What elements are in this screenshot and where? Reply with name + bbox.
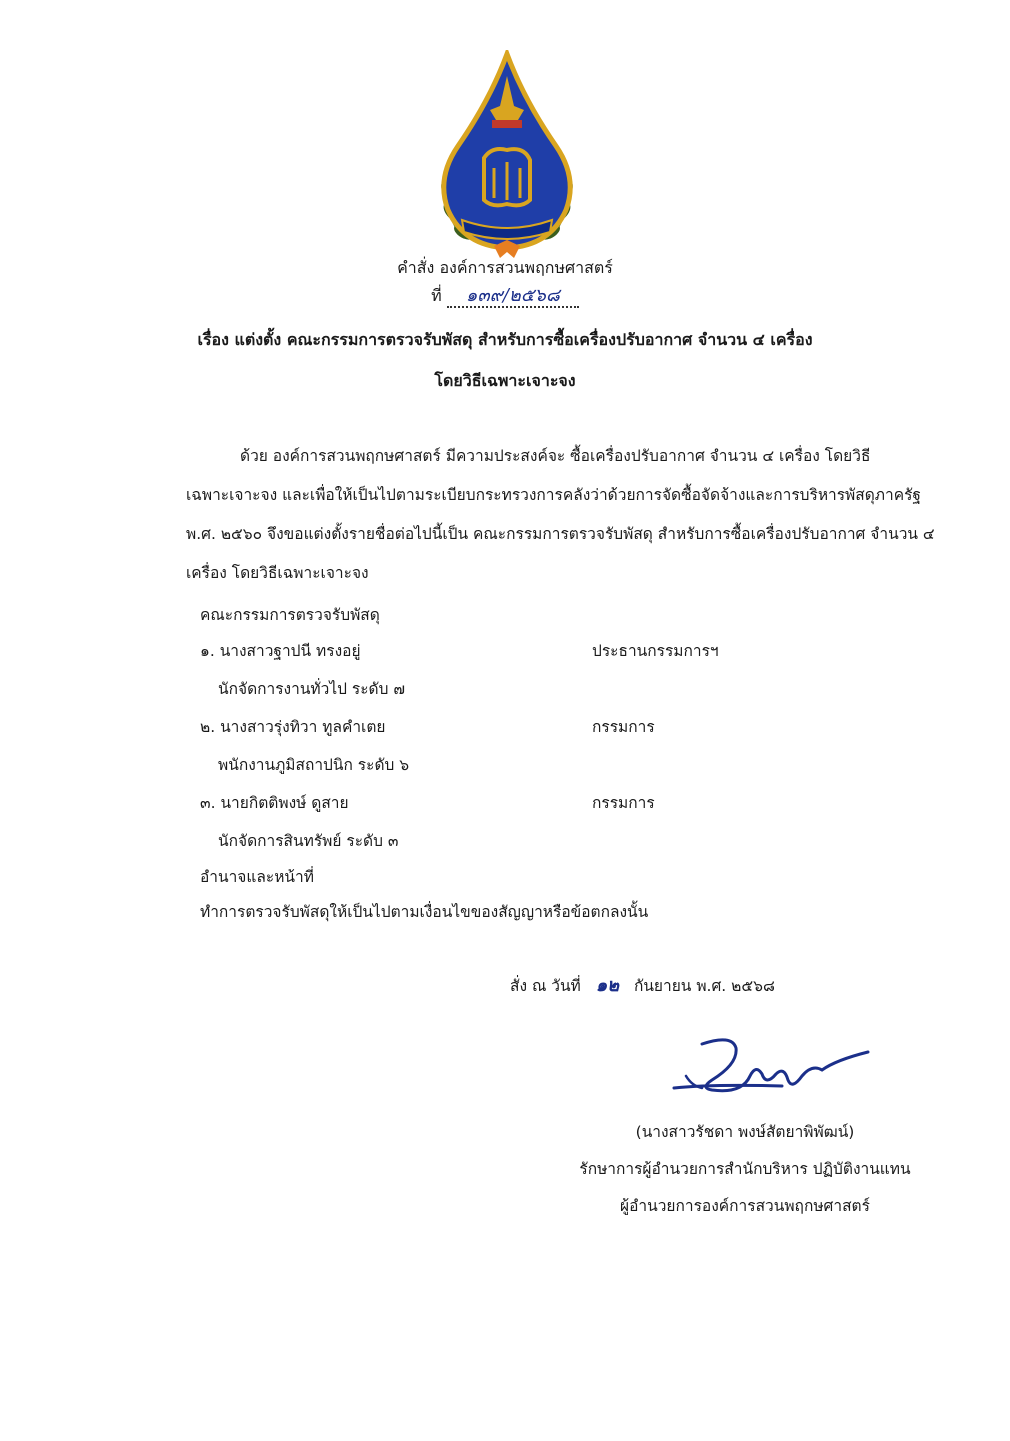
authority-heading: อำนาจและหน้าที่ [200,868,314,886]
body-line-4: เครื่อง โดยวิธีเฉพาะเจาะจง [186,564,369,582]
body-line-2: เฉพาะเจาะจง และเพื่อให้เป็นไปตามระเบียบกระทรวงการคลังว่าด้วยการจัดซื้อจัดจ้างและการบริหารพัสดุภาครัฐ [186,486,921,504]
order-number-label: ที่ [431,286,442,305]
order-number-line [0,286,1010,308]
order-number: ๑๓๙/๒๕๖๘ [447,286,579,308]
member-name: ๓. นายกิตติพงษ์ ดูสาย [200,794,349,812]
signatory-title-line-2: ผู้อำนวยการองค์การสวนพฤกษศาสตร์ [620,1197,870,1215]
body-line-3: พ.ศ. ๒๕๖๐ จึงขอแต่งตั้งรายชื่อต่อไปนี้เป็น คณะกรรมการตรวจรับพัสดุ สำหรับการซื้อเครื่องปรับอากาศ จำนวน ๔ [186,525,935,543]
member-role: กรรมการ [592,718,655,736]
member-name: ๑. นางสาวฐาปนี ทรงอยู่ [200,642,361,660]
order-title: คำสั่ง องค์การสวนพฤกษศาสตร์ [397,258,613,277]
signed-date-month-year: กันยายน พ.ศ. ๒๕๖๘ [633,977,775,995]
authority-text: ทำการตรวจรับพัสดุให้เป็นไปตามเงื่อนไขของสัญญาหรือข้อตกลงนั้น [200,903,649,921]
handwritten-signature [672,1030,872,1105]
subject-line-1: เรื่อง แต่งตั้ง คณะกรรมการตรวจรับพัสดุ สำหรับการซื้อเครื่องปรับอากาศ จำนวน ๔ เครื่อง [197,330,813,349]
committee-heading: คณะกรรมการตรวจรับพัสดุ [200,606,380,624]
member-role: กรรมการ [592,794,655,812]
signed-date-prefix: สั่ง ณ วันที่ [510,977,581,995]
signatory-name: (นางสาวรัชดา พงษ์สัตยาพิพัฒน์) [635,1123,855,1141]
member-role: ประธานกรรมการฯ [592,642,719,660]
body-line-1: ด้วย องค์การสวนพฤกษศาสตร์ มีความประสงค์จะ ซื้อเครื่องปรับอากาศ จำนวน ๔ เครื่อง โดยวิธี [240,447,871,465]
member-position: นักจัดการงานทั่วไป ระดับ ๗ [218,680,406,698]
subject-line-2: โดยวิธีเฉพาะเจาะจง [434,371,576,390]
signatory-title-line-1: รักษาการผู้อำนวยการสำนักบริหาร ปฏิบัติงานแทน [579,1160,911,1178]
member-name: ๒. นางสาวรุ่งทิวา ทูลคำเตย [200,718,386,736]
member-position: พนักงานภูมิสถาปนิก ระดับ ๖ [218,756,410,774]
signed-date-day: ๑๒ [595,975,620,996]
signed-date [510,970,775,999]
organization-emblem [432,50,582,260]
member-position: นักจัดการสินทรัพย์ ระดับ ๓ [218,832,399,850]
